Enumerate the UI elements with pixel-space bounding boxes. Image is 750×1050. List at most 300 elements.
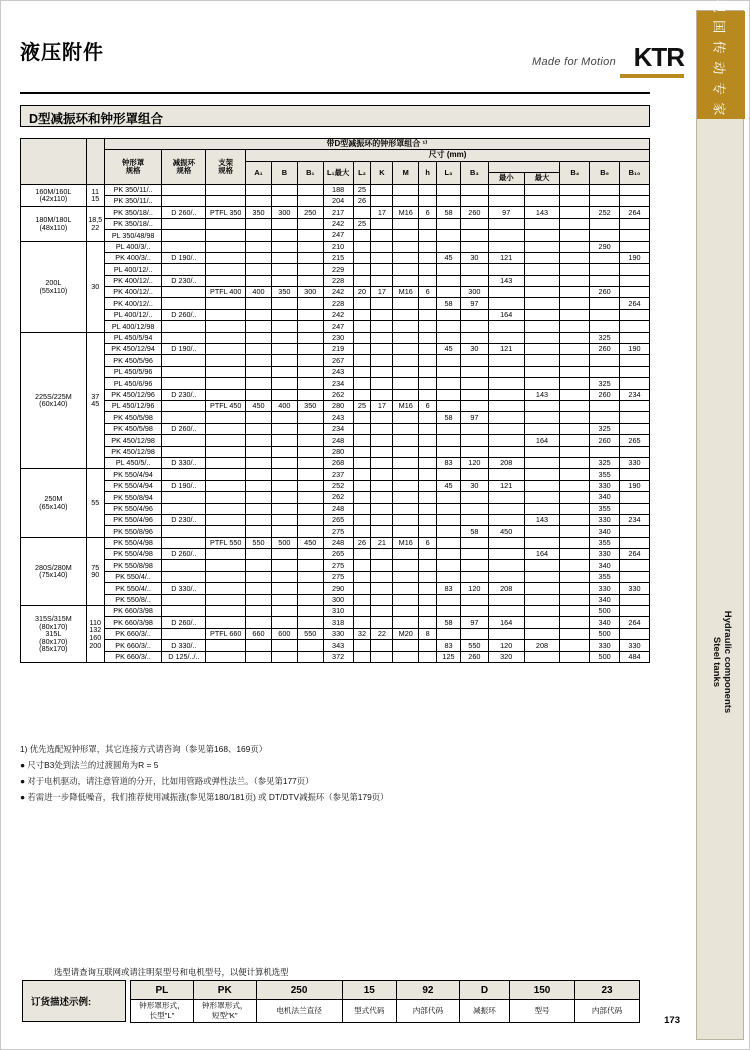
cell-L3	[437, 195, 461, 206]
cell-M	[393, 412, 419, 423]
cell-K	[371, 606, 393, 617]
cell-B4	[560, 344, 590, 355]
cell-B4min	[488, 264, 524, 275]
cell-bell-size: PK 550/4/..	[104, 583, 162, 594]
cell-B9	[590, 275, 620, 286]
cell-K	[371, 264, 393, 275]
cell-B10	[620, 241, 650, 252]
cell-B4min	[488, 287, 524, 298]
cell-L2: 32	[353, 628, 371, 639]
cell-L2	[353, 252, 371, 263]
cell-damper-size: D 125/../..	[162, 651, 206, 662]
cell-B	[271, 218, 297, 229]
cell-bell-size: PL 400/12/..	[104, 309, 162, 320]
cell-B4max	[524, 617, 560, 628]
cell-A1	[246, 549, 272, 560]
cell-M: M20	[393, 628, 419, 639]
cell-B10	[620, 537, 650, 548]
cell-B	[271, 583, 297, 594]
cell-B4min: 450	[488, 526, 524, 537]
cell-L2	[353, 446, 371, 457]
cell-bell-size: PK 550/8/..	[104, 594, 162, 605]
cell-B1	[297, 469, 323, 480]
cell-A1	[246, 651, 272, 662]
cell-B4min	[488, 446, 524, 457]
cell-B1	[297, 617, 323, 628]
cell-B9: 330	[590, 549, 620, 560]
cell-L2	[353, 435, 371, 446]
cell-K	[371, 514, 393, 525]
cell-B1	[297, 583, 323, 594]
cell-M	[393, 366, 419, 377]
th-M: M	[393, 161, 419, 184]
cell-B4min	[488, 389, 524, 400]
cell-h	[419, 378, 437, 389]
th-A1: A₁	[246, 161, 272, 184]
cell-B4max	[524, 378, 560, 389]
cell-B4	[560, 298, 590, 309]
table-row	[21, 389, 650, 400]
cell-iec-model: 315S/315M (80x170) 315L (80x170) (85x170)	[21, 606, 87, 663]
cell-kw: 110 132 160 200	[86, 606, 104, 663]
cell-K	[371, 241, 393, 252]
cell-B4	[560, 275, 590, 286]
cell-h	[419, 514, 437, 525]
cell-B	[271, 435, 297, 446]
cell-B4min	[488, 514, 524, 525]
cell-L2	[353, 469, 371, 480]
cell-B3	[460, 355, 488, 366]
cell-A1	[246, 526, 272, 537]
cell-L3	[437, 400, 461, 411]
cell-B3	[460, 230, 488, 241]
table-row	[21, 264, 650, 275]
cell-B4	[560, 514, 590, 525]
cell-B4	[560, 583, 590, 594]
cell-kw: 18,5 22	[86, 207, 104, 241]
cell-bracket-size	[206, 560, 246, 571]
cell-B	[271, 594, 297, 605]
cell-kw: 55	[86, 469, 104, 537]
cell-bracket-size	[206, 606, 246, 617]
th-b4-group	[488, 161, 560, 172]
cell-L2	[353, 412, 371, 423]
cell-L1max: 343	[323, 640, 353, 651]
order-descriptions-row	[131, 1000, 640, 1023]
cell-h	[419, 423, 437, 434]
cell-B3	[460, 195, 488, 206]
cell-B	[271, 492, 297, 503]
cell-h	[419, 594, 437, 605]
cell-K: 17	[371, 207, 393, 218]
table-row	[21, 583, 650, 594]
cell-L1max: 275	[323, 526, 353, 537]
cell-L3	[437, 378, 461, 389]
cell-A1: 350	[246, 207, 272, 218]
cell-bracket-size	[206, 549, 246, 560]
cell-B: 600	[271, 628, 297, 639]
cell-B4min	[488, 537, 524, 548]
cell-L2	[353, 378, 371, 389]
cell-B	[271, 514, 297, 525]
cell-A1	[246, 355, 272, 366]
cell-B4min	[488, 218, 524, 229]
cell-B9: 260	[590, 435, 620, 446]
cell-B1	[297, 332, 323, 343]
cell-bracket-size: PTFL 660	[206, 628, 246, 639]
cell-B	[271, 606, 297, 617]
cell-M	[393, 389, 419, 400]
cell-L1max: 242	[323, 218, 353, 229]
cell-B10	[620, 628, 650, 639]
cell-damper-size	[162, 571, 206, 582]
cell-B9: 325	[590, 378, 620, 389]
table-row	[21, 218, 650, 229]
cell-damper-size	[162, 594, 206, 605]
cell-iec-model: 200L (55x110)	[21, 241, 87, 332]
cell-L2	[353, 583, 371, 594]
ktr-logo: KTR	[633, 42, 684, 72]
cell-B4max	[524, 423, 560, 434]
cell-h	[419, 446, 437, 457]
cell-L1max: 234	[323, 378, 353, 389]
cell-B4max	[524, 583, 560, 594]
cell-A1	[246, 218, 272, 229]
cell-B1	[297, 571, 323, 582]
cell-B10	[620, 378, 650, 389]
cell-B9	[590, 400, 620, 411]
cell-B1	[297, 184, 323, 195]
cell-h	[419, 309, 437, 320]
cell-B3: 300	[460, 287, 488, 298]
cell-L3	[437, 184, 461, 195]
cell-B9: 340	[590, 617, 620, 628]
cell-L2	[353, 332, 371, 343]
cell-B3	[460, 389, 488, 400]
cell-B4max	[524, 503, 560, 514]
cell-K: 22	[371, 628, 393, 639]
cell-B4max	[524, 321, 560, 332]
cell-L3	[437, 435, 461, 446]
side-tab	[696, 0, 744, 1040]
cell-K	[371, 355, 393, 366]
cell-B3	[460, 366, 488, 377]
cell-K	[371, 503, 393, 514]
cell-B9: 340	[590, 594, 620, 605]
cell-A1	[246, 640, 272, 651]
cell-L3	[437, 446, 461, 457]
cell-B4max	[524, 344, 560, 355]
cell-M	[393, 640, 419, 651]
cell-damper-size: D 260/..	[162, 617, 206, 628]
table-row	[21, 469, 650, 480]
cell-B4max	[524, 366, 560, 377]
cell-L1max: 237	[323, 469, 353, 480]
cell-M	[393, 560, 419, 571]
cell-B4max	[524, 287, 560, 298]
cell-A1	[246, 457, 272, 468]
table-row	[21, 435, 650, 446]
cell-A1	[246, 594, 272, 605]
cell-h	[419, 435, 437, 446]
cell-L2	[353, 241, 371, 252]
table-row	[21, 195, 650, 206]
cell-damper-size	[162, 537, 206, 548]
cell-B3: 120	[460, 583, 488, 594]
cell-B9: 252	[590, 207, 620, 218]
cell-L2	[353, 571, 371, 582]
cell-M	[393, 264, 419, 275]
cell-M	[393, 651, 419, 662]
th-B10: B₁₀	[620, 161, 650, 184]
cell-bell-size: PK 450/12/98	[104, 435, 162, 446]
cell-L1max: 265	[323, 514, 353, 525]
cell-M	[393, 184, 419, 195]
cell-K	[371, 583, 393, 594]
cell-B1	[297, 218, 323, 229]
cell-B4max: 164	[524, 549, 560, 560]
cell-bracket-size	[206, 435, 246, 446]
cell-B1	[297, 435, 323, 446]
cell-bracket-size	[206, 366, 246, 377]
cell-B4min	[488, 355, 524, 366]
cell-L1max: 230	[323, 332, 353, 343]
cell-h	[419, 298, 437, 309]
table-row	[21, 503, 650, 514]
cell-B	[271, 332, 297, 343]
cell-B10	[620, 184, 650, 195]
cell-bell-size: PK 350/18/..	[104, 218, 162, 229]
cell-B	[271, 503, 297, 514]
cell-B3: 97	[460, 412, 488, 423]
cell-B10: 190	[620, 344, 650, 355]
cell-L1max: 248	[323, 503, 353, 514]
cell-A1	[246, 264, 272, 275]
th-B4-min: 最小	[488, 173, 524, 184]
cell-bell-size: PK 450/12/94	[104, 344, 162, 355]
cell-B	[271, 378, 297, 389]
cell-B10	[620, 355, 650, 366]
order-desc-3: 电机法兰直径	[256, 1000, 342, 1023]
footnotes	[20, 742, 640, 806]
cell-M	[393, 321, 419, 332]
cell-L2	[353, 480, 371, 491]
cell-B10: 330	[620, 457, 650, 468]
cell-L2	[353, 503, 371, 514]
cell-bracket-size	[206, 583, 246, 594]
cell-B4max	[524, 651, 560, 662]
cell-B3	[460, 400, 488, 411]
cell-B1	[297, 321, 323, 332]
cell-L2	[353, 344, 371, 355]
th-bracket-size: 支架 规格	[206, 150, 246, 184]
cell-h	[419, 184, 437, 195]
cell-h	[419, 412, 437, 423]
cell-bell-size: PK 550/8/94	[104, 492, 162, 503]
cell-h	[419, 218, 437, 229]
cell-L3	[437, 287, 461, 298]
cell-A1	[246, 366, 272, 377]
cell-B10: 264	[620, 549, 650, 560]
cell-L1max: 267	[323, 355, 353, 366]
cell-L3: 125	[437, 651, 461, 662]
cell-M: M16	[393, 207, 419, 218]
cell-B10	[620, 264, 650, 275]
cell-L2	[353, 457, 371, 468]
cell-h: 6	[419, 400, 437, 411]
section-title-bar	[20, 105, 650, 127]
table-row	[21, 651, 650, 662]
cell-L1max: 247	[323, 230, 353, 241]
table-row	[21, 480, 650, 491]
cell-B4max	[524, 195, 560, 206]
cell-B3	[460, 549, 488, 560]
cell-B4min	[488, 366, 524, 377]
cell-L1max: 228	[323, 298, 353, 309]
cell-B1	[297, 355, 323, 366]
cell-iec-model: 180M/180L (48x110)	[21, 207, 87, 241]
cell-B4	[560, 606, 590, 617]
cell-bell-size: PK 450/12/98	[104, 446, 162, 457]
cell-M	[393, 514, 419, 525]
cell-L1max: 242	[323, 309, 353, 320]
cell-L3	[437, 537, 461, 548]
cell-L2	[353, 321, 371, 332]
cell-K: 17	[371, 287, 393, 298]
cell-B	[271, 423, 297, 434]
cell-B4	[560, 594, 590, 605]
cell-A1	[246, 571, 272, 582]
cell-B9: 500	[590, 628, 620, 639]
cell-h	[419, 469, 437, 480]
cell-damper-size: D 230/..	[162, 514, 206, 525]
cell-bracket-size	[206, 252, 246, 263]
cell-damper-size	[162, 412, 206, 423]
cell-B	[271, 366, 297, 377]
cell-B3: 260	[460, 651, 488, 662]
cell-B1	[297, 492, 323, 503]
table-row	[21, 287, 650, 298]
cell-B	[271, 571, 297, 582]
cell-L2	[353, 355, 371, 366]
cell-bell-size: PK 400/12/..	[104, 275, 162, 286]
cell-bell-size: PL 400/12/98	[104, 321, 162, 332]
side-tab-highlight	[697, 0, 745, 119]
cell-L3: 58	[437, 298, 461, 309]
cell-B1	[297, 298, 323, 309]
cell-B4min: 208	[488, 457, 524, 468]
cell-B4min	[488, 435, 524, 446]
cell-bell-size: PK 400/3/..	[104, 252, 162, 263]
cell-B4max	[524, 594, 560, 605]
cell-B4min	[488, 321, 524, 332]
cell-damper-size: D 190/..	[162, 252, 206, 263]
cell-K	[371, 549, 393, 560]
cell-B4max	[524, 446, 560, 457]
cell-M	[393, 549, 419, 560]
cell-K	[371, 560, 393, 571]
cell-B9	[590, 355, 620, 366]
cell-kw: 30	[86, 241, 104, 332]
cell-B1	[297, 412, 323, 423]
cell-M	[393, 480, 419, 491]
cell-B4min	[488, 503, 524, 514]
cell-M: M16	[393, 537, 419, 548]
cell-h	[419, 480, 437, 491]
cell-damper-size	[162, 503, 206, 514]
cell-B9	[590, 446, 620, 457]
cell-B4max	[524, 537, 560, 548]
cell-damper-size	[162, 606, 206, 617]
cell-B10	[620, 412, 650, 423]
cell-damper-size	[162, 366, 206, 377]
cell-B	[271, 184, 297, 195]
cell-B4max: 143	[524, 514, 560, 525]
th-dim-band: 尺寸 (mm)	[246, 150, 650, 161]
table-row	[21, 549, 650, 560]
cell-L3	[437, 571, 461, 582]
cell-B3: 97	[460, 298, 488, 309]
cell-B10: 234	[620, 389, 650, 400]
cell-B3	[460, 184, 488, 195]
cell-A1	[246, 378, 272, 389]
cell-L2: 25	[353, 218, 371, 229]
cell-B	[271, 252, 297, 263]
cell-B3: 120	[460, 457, 488, 468]
cell-L1max: 217	[323, 207, 353, 218]
cell-K	[371, 230, 393, 241]
table-row	[21, 252, 650, 263]
cell-bracket-size	[206, 275, 246, 286]
cell-B4max: 164	[524, 435, 560, 446]
cell-M	[393, 252, 419, 263]
cell-L2	[353, 514, 371, 525]
cell-B1	[297, 560, 323, 571]
cell-bell-size: PL 450/6/96	[104, 378, 162, 389]
cell-A1: 450	[246, 400, 272, 411]
cell-L2	[353, 594, 371, 605]
cell-bell-size: PK 550/4/98	[104, 549, 162, 560]
cell-bracket-size	[206, 241, 246, 252]
cell-B4min: 164	[488, 617, 524, 628]
table-row	[21, 412, 650, 423]
cell-L1max: 268	[323, 457, 353, 468]
cell-bracket-size	[206, 469, 246, 480]
cell-A1: 400	[246, 287, 272, 298]
cell-L1max: 310	[323, 606, 353, 617]
cell-bracket-size	[206, 309, 246, 320]
table-row	[21, 241, 650, 252]
cell-B4	[560, 218, 590, 229]
cell-L2	[353, 640, 371, 651]
footnote-1: 1) 优先选配短钟形罩，其它连接方式请咨询（参见第168、169页）	[20, 744, 268, 754]
cell-B4	[560, 400, 590, 411]
cell-A1: 550	[246, 537, 272, 548]
cell-A1	[246, 309, 272, 320]
cell-B	[271, 230, 297, 241]
cell-B4	[560, 457, 590, 468]
cell-A1	[246, 514, 272, 525]
cell-B1	[297, 514, 323, 525]
cell-B4min	[488, 332, 524, 343]
footnote-2: ● 尺寸B3处到法兰的过渡圆角为R = 5	[20, 760, 159, 770]
cell-L3	[437, 241, 461, 252]
cell-K	[371, 435, 393, 446]
cell-B4max	[524, 606, 560, 617]
cell-B10: 190	[620, 252, 650, 263]
th-B3: B₃	[460, 161, 488, 184]
cell-damper-size: D 260/..	[162, 423, 206, 434]
